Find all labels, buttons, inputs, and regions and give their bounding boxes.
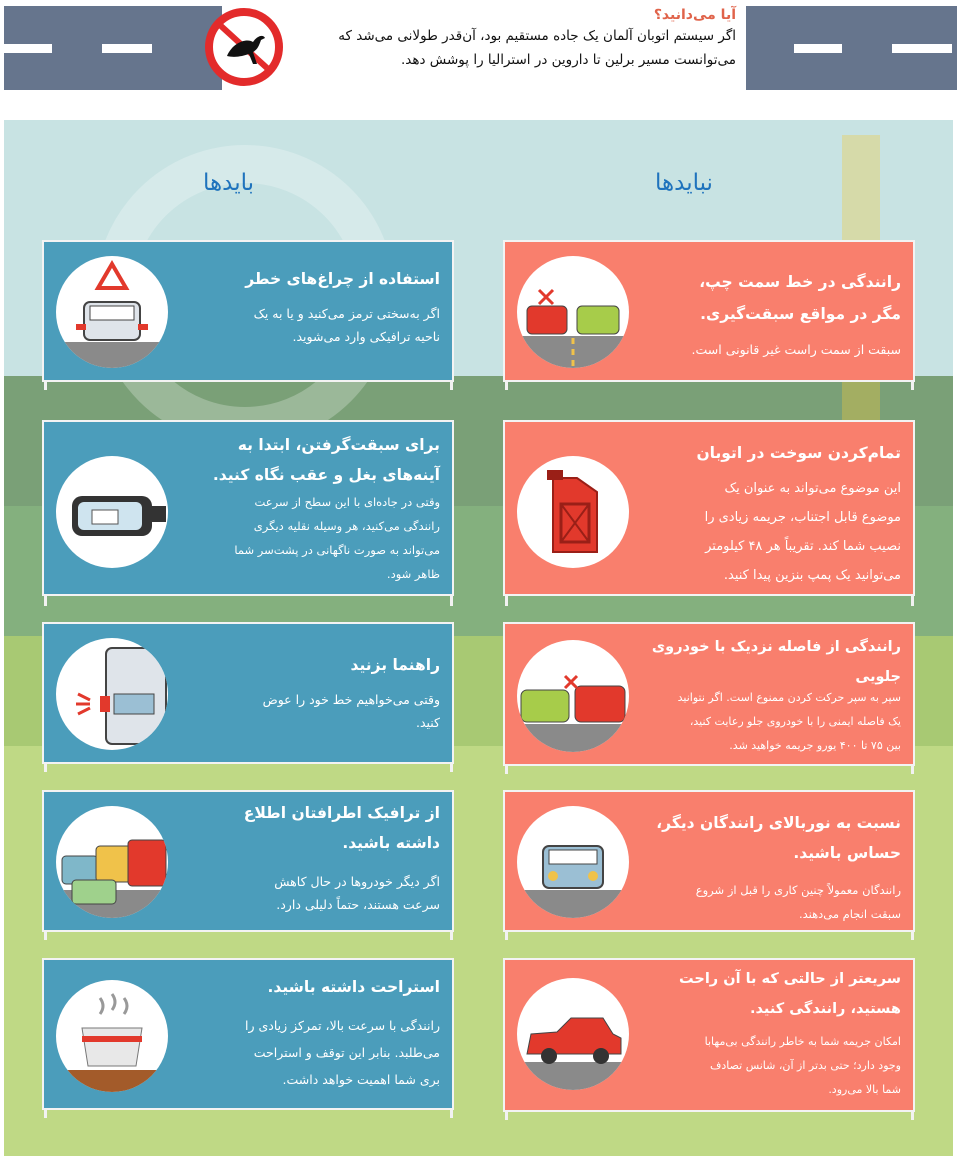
card-text: اگر به‌سختی ترمز می‌کنید و یا به یک ناحیه ترافیکی وارد می‌شوید. (253, 306, 440, 344)
headlights-car-icon (517, 806, 629, 918)
card-title: از ترافیک اطرافتان اطلاع داشته باشید. (243, 804, 440, 852)
do-card-take-breaks (42, 958, 454, 1110)
do-card-check-mirrors (42, 420, 454, 596)
dont-card-left-lane (503, 240, 915, 382)
card-title: رانندگی از فاصله نزدیک با خودروی جلویی (651, 639, 901, 685)
card-title: استراحت داشته باشید. (267, 978, 440, 996)
dont-card-run-out-of-fuel (503, 420, 915, 596)
card-text: رانندگان معمولاً چنین کاری را قبل از شروع سبقت انجام می‌دهند. (695, 883, 901, 921)
fact-title: آیا می‌دانید؟ (653, 7, 736, 23)
card-title: برای سبقت‌گرفتن، ابتدا به آینه‌های بغل و عقب نگاه کنید. (212, 436, 440, 484)
card-title: استفاده از چراغ‌های خطر (245, 270, 440, 288)
tailgating-cars-icon (517, 640, 629, 752)
fact-line: می‌توانست مسیر برلین تا داروین در استرالیا را پوشش دهد. (400, 52, 736, 68)
do-card-traffic-awareness (42, 790, 454, 932)
do-card-hazard-lights (42, 240, 454, 382)
dont-card-speeding (503, 958, 915, 1112)
card-title: سریعتر از حالتی که با آن راحت هستید، رانندگی کنید. (679, 971, 901, 1017)
card-title: نسبت به نوربالای رانندگان دیگر، حساس باشید. (656, 814, 901, 862)
card-title: رانندگی در خط سمت چپ، مگر در مواقع سبقت‌گیری. (699, 273, 901, 323)
card-text: سبقت از سمت راست غیر قانونی است. (691, 342, 901, 357)
card-text: امکان جریمه شما به خاطر رانندگی بی‌مهابا وجود دارد؛ حتی بدتر از آن، شانس تصادف شما بالا می‌رود. (704, 1035, 901, 1096)
road-strip-right (744, 6, 957, 90)
fact-line: اگر سیستم اتوبان آلمان یک جاده مستقیم بود، آن‌قدر طولانی می‌شد که (338, 28, 736, 44)
card-text: سپر به سپر حرکت کردن ممنوع است. اگر نتوانید یک فاصله ایمنی را با خودروی جلو رعایت کنید، بین ۷۵ تا ۴۰۰ یورو جریمه خواهید شد. (677, 691, 901, 752)
dos-column-title: بایدها (203, 170, 255, 196)
hazard-car-icon (56, 256, 168, 368)
donts-column-title: نبایدها (655, 170, 713, 196)
speeding-car-icon (517, 978, 629, 1090)
left-lane-cars-icon (517, 256, 629, 368)
card-title: تمام‌کردن سوخت در اتوبان (696, 444, 901, 462)
fuel-can-icon (517, 456, 629, 568)
card-text: این موضوع می‌تواند به عنوان یک موضوع قابل اجتناب، جریمه زیادی را نصیب شما کند. تقریباً هر ۴۸ کیلومتر می‌توانید یک پمپ بنزین پیدا کنید. (704, 481, 901, 583)
fact-box (222, 0, 746, 96)
side-mirror-icon (56, 456, 168, 568)
coffee-cup-icon (56, 980, 168, 1092)
traffic-jam-icon (56, 806, 168, 918)
road-strip-left (4, 6, 224, 90)
card-title: راهنما بزنید (350, 656, 440, 674)
kangaroo-sign-icon (205, 8, 283, 86)
dont-card-flashing-headlights (503, 790, 915, 932)
do-card-use-indicator (42, 622, 454, 764)
turn-signal-icon (56, 638, 168, 750)
card-text: وقتی می‌خواهیم خط خود را عوض کنید. (262, 692, 440, 730)
card-text: وقتی در جاده‌ای با این سطح از سرعت رانندگی می‌کنید، هر وسیله نقلیه دیگری می‌تواند به صورت ناگهانی در پشت‌سر شما ظاهر شود. (234, 495, 440, 581)
dont-card-tailgating (503, 622, 915, 766)
card-text: رانندگی با سرعت بالا، تمرکز زیادی را می‌طلبد. بنابر این توقف و استراحت بری شما اهمیت خواهد داشت. (244, 1018, 440, 1087)
card-text: اگر دیگر خودروها در حال کاهش سرعت هستند، حتماً دلیلی دارد. (274, 874, 440, 912)
